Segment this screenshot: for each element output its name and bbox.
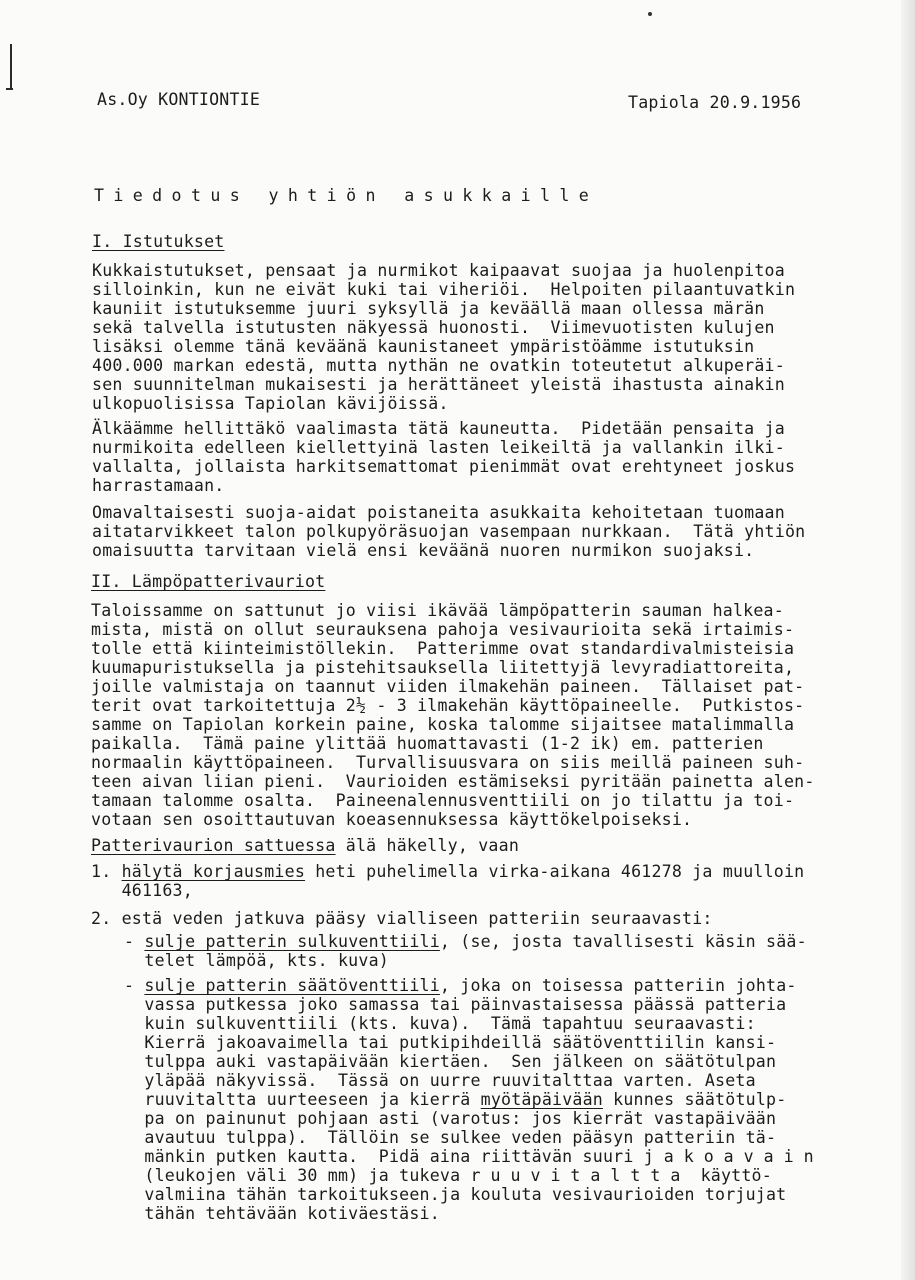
instructions-lead-rest: älä häkelly, vaan xyxy=(335,836,520,855)
page-edge-shadow xyxy=(901,0,915,1280)
company-name: As.Oy KONTIONTIE xyxy=(97,90,261,109)
item1-number: 1. xyxy=(91,862,122,881)
place-date: Tapiola 20.9.1956 xyxy=(628,93,802,112)
section2-heading: II. Lämpöpatterivauriot xyxy=(91,572,326,591)
item2b-text-1: , joka on toisessa patteriin johta- vassa putkessa joko samassa tai päinvastaisessa päässä patteria kuin sulkuventtiili (kts. kuva). Tämä tapahtuu seuraavasti: Kierrä jakoavaimella tai putkipihdeillä säätöventtiilin kansi- tulppa auki vastapäivään kiertäen. Sen jälkeen on säätötulpan yläpää näkyvissä. Tässä on uurre ruuvitalttaa varten. Aseta ruuvitaltta uurteeseen ja kierrä xyxy=(144,976,797,1109)
item2a-dash: - xyxy=(124,932,145,951)
section1-heading: I. Istutukset xyxy=(92,232,225,251)
item2b-spaced-word-2: ruuvitaltta xyxy=(470,1166,691,1185)
item2b-dash: - xyxy=(124,976,145,995)
item2b-text-3: (leukojen väli 30 mm) ja tukeva xyxy=(144,1166,461,1185)
section1-paragraph3: Omavaltaisesti suoja-aidat poistaneita asukkaita kehoitetaan tuomaan aitatarvikkeet talon polkupyöräsuojan vasempaan nurkkaan. Tätä yhtiön omaisuutta tarvitaan vielä ensi keväänä nuoren nurmikon suojaksi. xyxy=(92,503,806,560)
item2b-text-4: käyttö- valmiina tähän tarkoitukseen.ja kouluta vesivaurioiden torjujat tähän tehtävään kotiväestäsi. xyxy=(144,1166,787,1223)
binder-margin-mark-foot xyxy=(6,88,13,90)
section2-paragraph1: Taloissamme on sattunut jo viisi ikävää lämpöpatterin sauman halkea- mista, mistä on ollut seurauksena pahoja vesivaurioita sekä irtaimis- tolle että kiinteimistöllekin. Patterimme ovat standardivalmisteisia kuumapuristuksella ja pistehitsauksella liitettyjä levyradiattoreita, joille valmistaja on taannut viiden ilmakehän paineen. Tällaiset pat- terit ovat tarkoitettuja 2½ - 3 ilmakehän käyttöpaineelle. Putkistos- samme on Tapiolan korkein paine, koska talomme sijaitsee matalimmalla paikalla. Tämä paine ylittää huomattavasti (1-2 ik) em. patterien normaalin käyttöpaineen. Turvallisuusvara on siis meillä paineen suh- teen aivan liian pieni. Vaurioiden estämiseksi pyritään painetta alen- tamaan talomme osalta. Paineenalennusventtiili on jo tilattu ja toi- votaan sen osoittautuvan koeasennuksessa käyttökelpoiseksi. xyxy=(91,601,815,829)
item2b-underlined: sulje patterin säätöventtiili xyxy=(144,976,440,995)
section1-paragraph1: Kukkaistutukset, pensaat ja nurmikot kaipaavat suojaa ja huolenpitoa silloinkin, kun ne eivät kuki tai viheriöi. Helpoiten pilaantuvatkin kauniit istutuksemme juuri syksyllä ja keväällä maan ollessa märän sekä talvella istutusten näkyessä huonosti. Viimevuotisten kulujen lisäksi olemme tänä keväänä kaunistaneet ympäristöämme istutuksin 400.000 markan edestä, mutta nythän ne ovatkin toteutetut alkuperäi- sen suunnitelman mukaisesti ja herättäneet yleistä ihastusta ainakin ulkopuolisissa Tapiolan kävijöissä. xyxy=(92,261,796,413)
instruction-item-2: 2. estä veden jatkuva pääsy vialliseen patteriin seuraavasti: xyxy=(91,909,713,928)
document-title: Tiedotus yhtiön asukkaille xyxy=(94,186,599,205)
instruction-item-2b xyxy=(124,976,824,1223)
item2b-underlined-2: myötäpäivään xyxy=(480,1090,603,1109)
instruction-item-2a xyxy=(124,932,807,970)
item2a-rest: , (se, josta tavallisesti käsin sää- telet lämpöä, kts. kuva) xyxy=(144,932,807,970)
item2b-spaced-word-1: jakoavain xyxy=(643,1147,824,1166)
item2a-underlined: sulje patterin sulkuventtiili xyxy=(144,932,440,951)
ink-speck xyxy=(648,12,652,16)
binder-margin-mark xyxy=(10,44,12,90)
item1-underlined: hälytä korjausmies xyxy=(121,862,306,881)
instructions-lead-underlined: Patterivaurion sattuessa xyxy=(91,836,336,855)
instructions-lead xyxy=(91,836,519,855)
item1-rest: heti puhelimella virka-aikana 461278 ja muulloin 461163, xyxy=(121,862,805,900)
section1-paragraph2: Älkäämme hellittäkö vaalimasta tätä kauneutta. Pidetään pensaita ja nurmikoita edelleen kiellettyinä lasten leikeiltä ja vallankin ilki- vallalta, jollaista harkitsemattomat pienimmät ovat erehtyneet joskus harrastamaan. xyxy=(92,419,796,495)
item2b-text-2: kunnes säätötulp- pa on painunut pohjaan asti (varotus: jos kierrät vastapäivään avautuu tulppa). Tällöin se sulkee veden pääsyn patteriin tä- mänkin putken kautta. Pidä aina riittävän suuri xyxy=(144,1090,787,1166)
instruction-item-1 xyxy=(91,862,804,900)
